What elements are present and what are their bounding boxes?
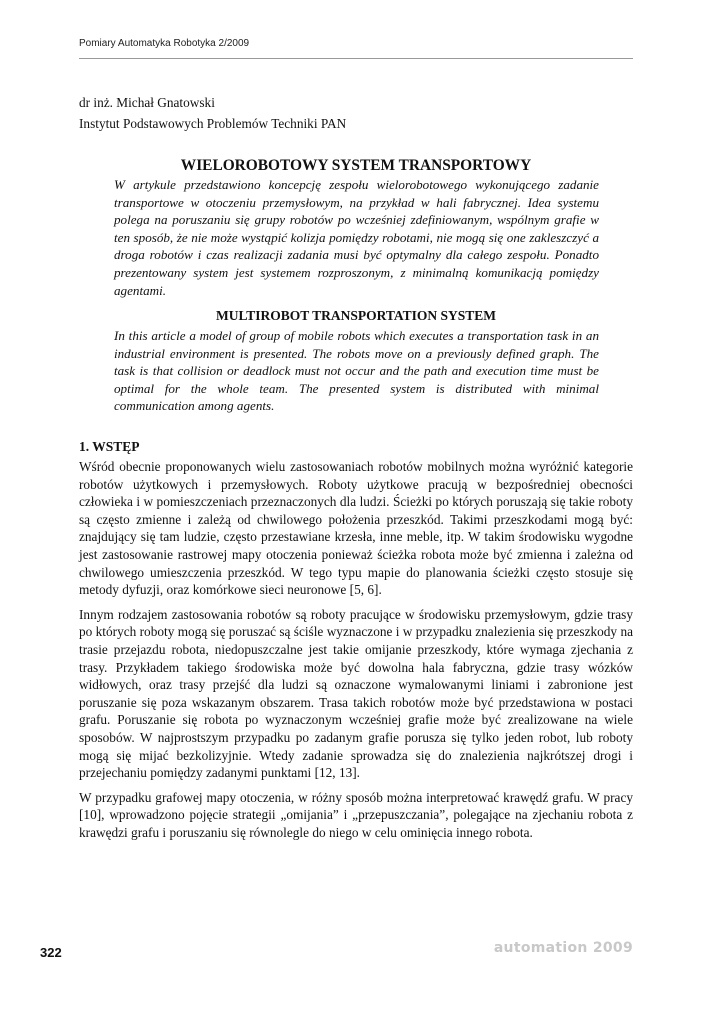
paragraph: Innym rodzajem zastosowania robotów są roboty pracujące w środowisku przemysłowym, gdzie trasy po których roboty mogą się poruszać są ściśle wyznaczone i w przypadku znalezienia się przeszkody na trasie przejazdu robota, niedopuszczalne jest takie omijanie przeszkody, które wymaga zjechania z trasy. Przykładem takiego środowiska może być dowolna hala fabryczna, gdzie trasy wózków widłowych, oraz trasy przejść dla ludzi są oznaczone wymalowanymi liniami i zabronione jest poruszanie się poza wskazanym obszarem. Trasa takich robotów może być przedstawiona w postaci grafu. Poruszanie się robota po wyznaczonym wcześniej grafie może być zrealizowane na wiele sposobów. W najprostszym przypadku po zadanym grafie porusza się tylko jeden robot, lub roboty mogą się mijać bezkolizyjnie. Wtedy zadanie sprowadza się do znalezienia najkrótszej drogi i przejechaniu pomiędzy zadanymi punktami [12, 13]. [79, 606, 633, 781]
paper-title-pl: WIELOROBOTOWY SYSTEM TRANSPORTOWY [180, 157, 532, 174]
author-name: dr inż. Michał Gnatowski [79, 95, 215, 110]
running-header: Pomiary Automatyka Robotyka 2/2009 [79, 38, 250, 49]
section-heading: 1. WSTĘP [79, 439, 140, 454]
body-text [79, 458, 633, 848]
paragraph: Wśród obecnie proponowanych wielu zastosowaniach robotów mobilnych można wyróżnić kategorie robotów użytkowych i przemysłowych. Roboty użytkowe pracują w bezpośredniej obecności człowieka i w pomieszczeniach przeznaczonych dla ludzi. Ścieżki po których poruszają się takie roboty są często zmienne i zależą od chwilowego położenia przeszkód. Takimi przeszkodami mogą być: znajdujący się tam ludzie, często przestawiane krzesła, inne meble, itp. W takim środowisku wygodne jest zastosowanie rastrowej mapy otoczenia ponieważ ścieżka robota może być zmienna i zależna od chwilowego umieszczenia przeszkód. W tego typu mapie do planowania ścieżki często stosuje się metody dyfuzji, oraz komórkowe sieci neuronowe [5, 6]. [79, 459, 633, 598]
author-affiliation: Instytut Podstawowych Problemów Techniki PAN [79, 116, 347, 131]
paragraph: W przypadku grafowej mapy otoczenia, w różny sposób można interpretować krawędź grafu. W pracy [10], wprowadzono pojęcie strategii „omijania” i „przepuszczania”, polegające na zjechaniu robota z krawędzi grafu i poruszaniu się równolegle do niego w celu ominięcia innego robota. [79, 789, 633, 840]
author-block [79, 92, 633, 134]
footer-brand: automation 2009 [493, 940, 633, 956]
paper-title-en: MULTIROBOT TRANSPORTATION SYSTEM [215, 308, 497, 323]
abstract-en: In this article a model of group of mobile robots which executes a transportation task in an industrial environment is presented. The robots move on a previously defined graph. The task is that collision or deadlock must not occur and the path and execution time must be optimal for the whole team. The presented system is distributed with minimal communication among agents. [114, 328, 599, 414]
header-divider [79, 58, 633, 59]
abstract-pl: W artykule przedstawiono koncepcję zespołu wielorobotowego wykonującego zadanie transportowe w otoczeniu przemysłowym, na przykład w hali fabrycznej. Idea systemu polega na poruszaniu się grupy robotów po wcześniej zdefiniowanym, wspólnym grafie w ten sposób, że nie może wystąpić kolizja pomiędzy robotami, nie mogą się one zakleszczyć a droga robotów i czas realizacji zadania musi być optymalny dla całego zespołu. Ponadto prezentowany system jest systemem rozproszonym, z minimalną komunikacją pomiędzy agentami. [114, 177, 599, 298]
page-number: 322 [40, 945, 62, 960]
